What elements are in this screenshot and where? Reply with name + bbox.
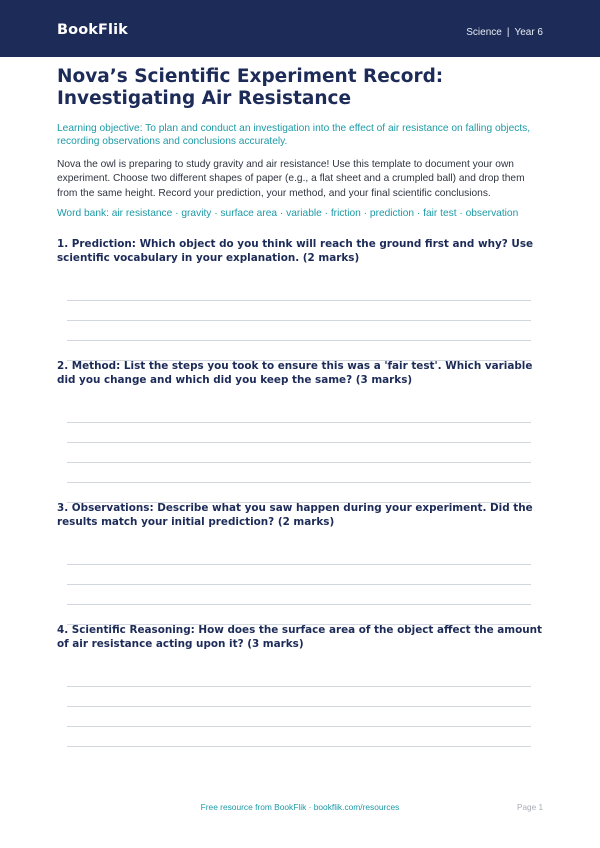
header-meta <box>466 27 543 38</box>
question-1-text: 1. Prediction: Which object do you think will reach the ground first and why? Use scientific vocabulary in your explanation. (2 marks) <box>57 238 534 264</box>
question-3 <box>57 501 543 529</box>
learning-objective: Learning objective: To plan and conduct an investigation into the effect of air resistance on falling objects, recording observations and conclusions accurately. <box>57 123 531 147</box>
answer-line[interactable] <box>67 584 531 585</box>
question-2 <box>57 359 543 387</box>
word-bank: Word bank: air resistance · gravity · surface area · variable · friction · prediction · fair test · observation <box>57 208 519 219</box>
answer-line[interactable] <box>67 746 531 747</box>
page-title: Nova’s Scientific Experiment Record: Investigating Air Resistance <box>57 66 444 109</box>
answer-line[interactable] <box>67 686 531 687</box>
intro-paragraph: Nova the owl is preparing to study gravity and air resistance! Use this template to document your own experiment. Choose two different shapes of paper (e.g., a flat sheet and a crumpled ball) and drop them from the same height. Record your prediction, your method, and your final scientific conclusions. <box>57 159 525 199</box>
answer-line[interactable] <box>67 482 531 483</box>
question-1 <box>57 237 543 265</box>
header-bar <box>0 0 600 57</box>
answer-line[interactable] <box>67 564 531 565</box>
brand-logo[interactable]: BookFlik <box>57 22 128 38</box>
question-4-text: 4. Scientific Reasoning: How does the surface area of the object affect the amount of air resistance acting upon it? (3 marks) <box>57 624 543 650</box>
header-separator: | <box>506 27 510 38</box>
answer-line[interactable] <box>67 340 531 341</box>
page-number: Page 1 <box>517 803 543 812</box>
answer-line[interactable] <box>67 320 531 321</box>
answer-line[interactable] <box>67 604 531 605</box>
answer-line[interactable] <box>67 462 531 463</box>
answer-line[interactable] <box>67 726 531 727</box>
answer-line[interactable] <box>67 422 531 423</box>
answer-line[interactable] <box>67 442 531 443</box>
answer-line[interactable] <box>67 300 531 301</box>
footer-link[interactable]: Free resource from BookFlik · bookflik.com/resources <box>200 802 400 812</box>
year-label: Year 6 <box>514 27 543 38</box>
question-2-text: 2. Method: List the steps you took to ensure this was a 'fair test'. Which variable did you change and which did you keep the same? (3 marks) <box>57 360 533 386</box>
question-4 <box>57 623 543 651</box>
subject-label: Science <box>466 27 502 38</box>
question-3-text: 3. Observations: Describe what you saw happen during your experiment. Did the results match your initial prediction? (2 marks) <box>57 502 533 528</box>
answer-line[interactable] <box>67 706 531 707</box>
